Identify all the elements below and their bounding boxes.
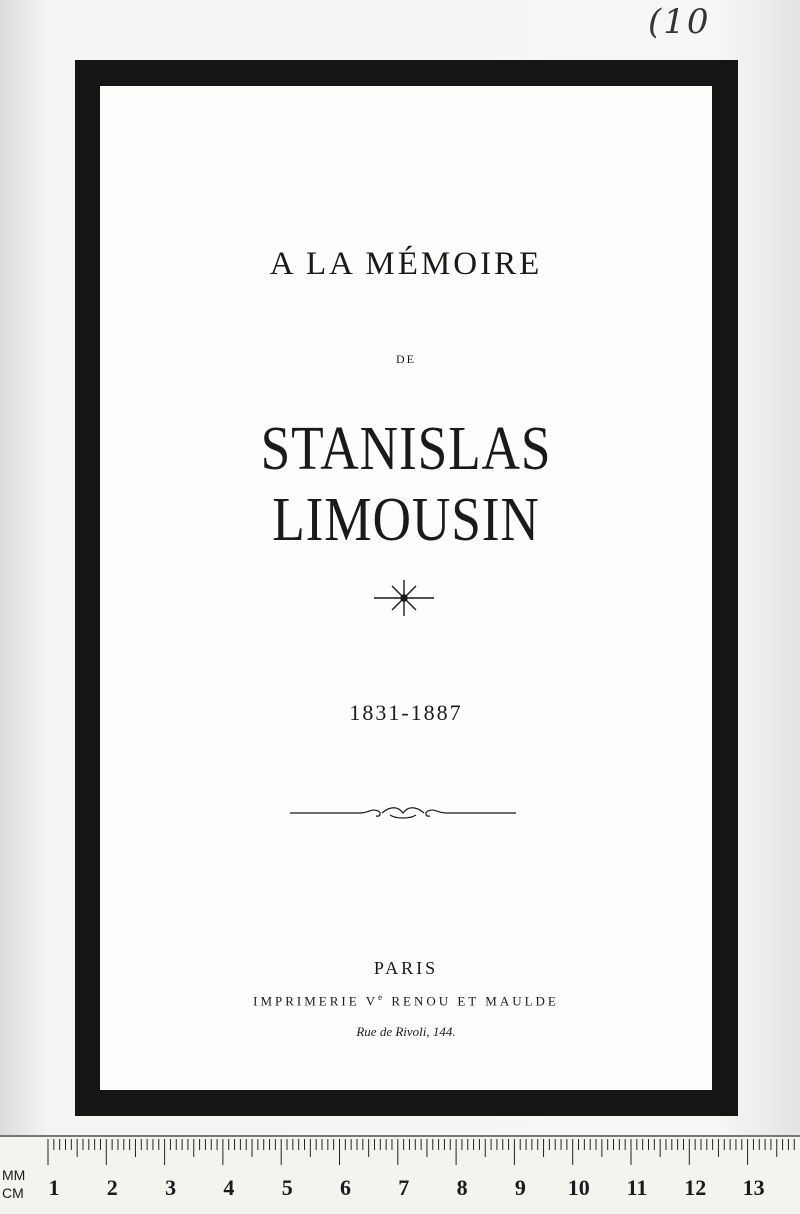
ruler-cm-label: CM [2,1185,24,1201]
ruler-mm-label: MM [2,1167,26,1183]
measurement-ruler [0,1135,800,1214]
flourish-ornament-icon [290,802,516,824]
ruler-cm-number: 4 [223,1175,235,1200]
memorial-page [100,86,712,1090]
ruler-cm-number: 5 [281,1175,293,1200]
life-dates: 1831-1887 [349,700,463,725]
printer-name: IMPRIMERIE Ve RENOU ET MAULDE [253,992,559,1009]
ruler-cm-number: 9 [514,1175,526,1200]
ruler-cm-number: 8 [456,1175,468,1200]
memorial-connector: DE [396,352,416,366]
ruler-cm-number: 6 [340,1175,351,1200]
printer-address: Rue de Rivoli, 144. [356,1024,456,1039]
memorial-heading: A LA MÉMOIRE [269,246,543,282]
ruler-cm-number: 2 [106,1175,118,1200]
ruler-cm-number: 7 [398,1175,410,1200]
honoree-name: STANISLAS LIMOUSIN [260,415,552,554]
ruler-cm-number: 10 [567,1175,590,1200]
ruler-cm-number: 1 [48,1175,60,1200]
handwritten-annotation: (10 [648,2,711,42]
publication-city: PARIS [373,958,439,978]
ruler-cm-number: 11 [626,1175,648,1200]
star-ornament-icon [372,576,436,620]
ruler-cm-number: 13 [742,1175,765,1200]
ruler-cm-number: 3 [165,1175,177,1200]
ruler-cm-number: 12 [684,1175,707,1200]
